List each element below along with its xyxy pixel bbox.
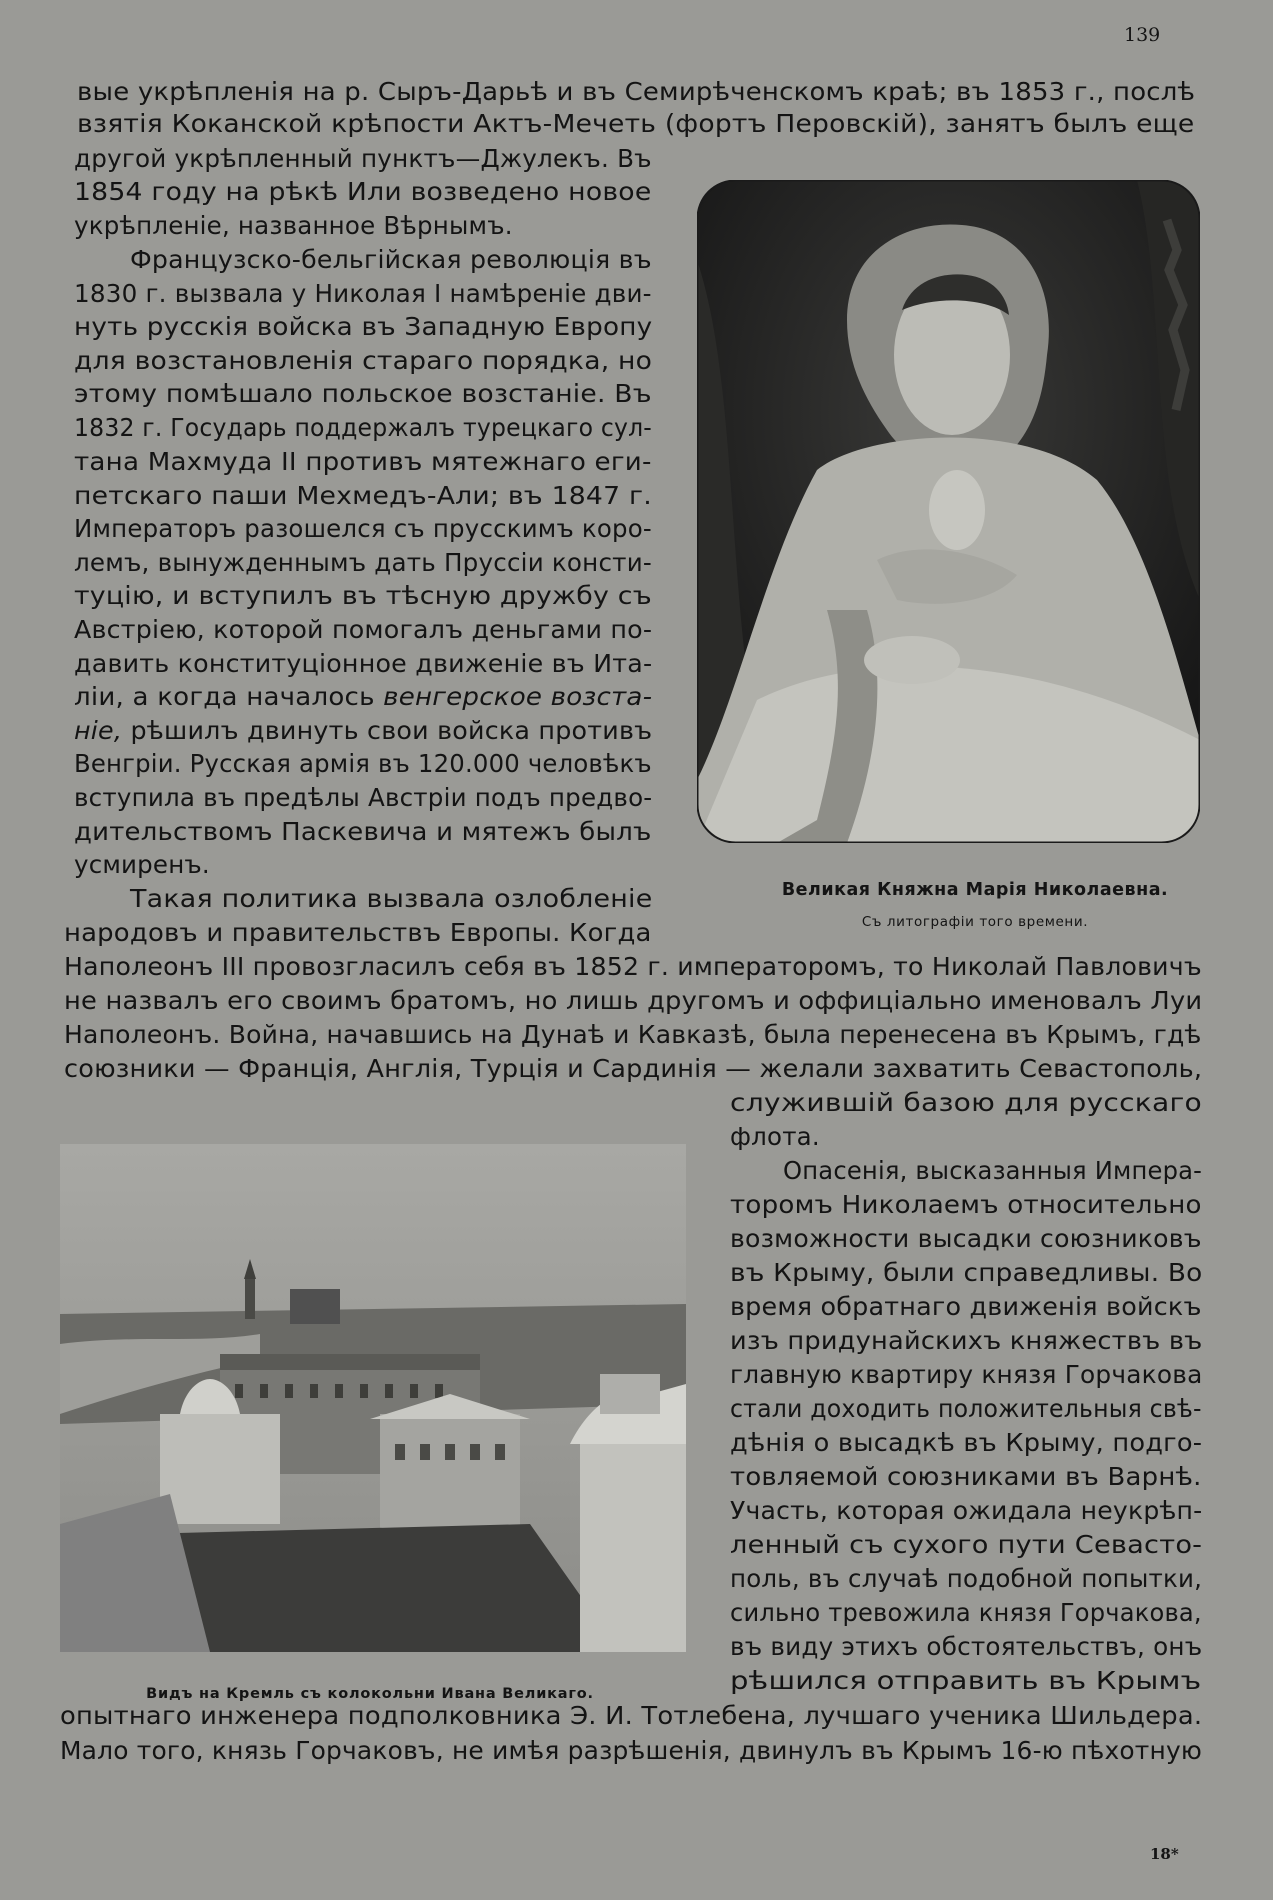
text-line: изъ придунайскихъ княжествъ въ xyxy=(730,1326,1203,1355)
text-line: Французско-бельгійская революція въ xyxy=(130,245,652,274)
text-line: торомъ Николаемъ относительно xyxy=(730,1190,1202,1219)
text-line: петскаго паши Мехмедъ-Али; въ 1847 г. xyxy=(74,481,652,510)
text-line: поль, въ случаѣ подобной попытки, xyxy=(730,1564,1203,1593)
text-line: стали доходить положительныя свѣ- xyxy=(730,1394,1202,1423)
text-line: взятія Коканской крѣпости Актъ-Мечеть (фортъ Перовскій), занятъ былъ еще xyxy=(77,109,1195,138)
text-line: въ виду этихъ обстоятельствъ, онъ xyxy=(730,1632,1203,1661)
text-line: Участь, которая ожидала неукрѣп- xyxy=(730,1496,1203,1525)
portrait-illustration xyxy=(697,180,1200,843)
text-line: народовъ и правительствъ Европы. Когда xyxy=(64,918,652,947)
text-line: Такая политика вызвала озлобленіе xyxy=(130,884,653,913)
text-line: сильно тревожила князя Горчакова, xyxy=(730,1598,1202,1627)
portrait-caption: Великая Княжна Марія Николаевна. xyxy=(781,880,1169,900)
text-line: въ Крыму, были справедливы. Во xyxy=(730,1258,1203,1287)
text-line: 1832 г. Государь поддержалъ турецкаго сул- xyxy=(74,413,652,442)
text-line: 1830 г. вызвала у Николая I намѣреніе дви- xyxy=(74,279,652,308)
text-line: ліи, а когда началось венгерское возста- xyxy=(74,682,653,711)
text-line: служившій базою для русскаго xyxy=(730,1088,1202,1117)
photo-caption: Видъ на Кремль съ колокольни Ивана Великаго. xyxy=(146,1686,594,1702)
text-line: вые укрѣпленія на р. Сыръ-Дарьѣ и въ Семирѣченскомъ краѣ; въ 1853 г., послѣ xyxy=(77,77,1196,106)
text-line: товляемой союзниками въ Варнѣ. xyxy=(730,1462,1202,1491)
text-line: время обратнаго движенія войскъ xyxy=(730,1292,1202,1321)
text-line: дѣнія о высадкѣ въ Крыму, подго- xyxy=(730,1428,1203,1457)
text-line: дительствомъ Паскевича и мятежъ былъ xyxy=(74,817,652,846)
text-line: лемъ, вынужденнымъ дать Пруссіи консти- xyxy=(74,548,652,577)
text-line: Наполеонъ III провозгласилъ себя въ 1852 г. императоромъ, то Николай Павловичъ xyxy=(64,952,1202,981)
text-line: ніе, рѣшилъ двинуть свои войска противъ xyxy=(74,716,653,745)
text-line: флота. xyxy=(730,1122,820,1151)
text-line: возможности высадки союзниковъ xyxy=(730,1224,1202,1253)
text-line: этому помѣшало польское возстаніе. Въ xyxy=(74,379,652,408)
text-line: ленный съ сухого пути Севасто- xyxy=(730,1530,1203,1559)
page-number: 139 xyxy=(1124,24,1161,46)
text-line: укрѣпленіе, названное Вѣрнымъ. xyxy=(74,211,513,240)
text-line: вступила въ предѣлы Австріи подъ предво- xyxy=(74,783,653,812)
text-line: нуть русскія войска въ Западную Европу xyxy=(74,312,653,341)
text-line: союзники — Франція, Англія, Турція и Сардинія — желали захватить Севастополь, xyxy=(64,1054,1203,1083)
text-line: Императоръ разошелся съ прусскимъ коро- xyxy=(74,514,652,543)
text-line: рѣшился отправить въ Крымъ xyxy=(730,1666,1202,1695)
text-line: 1854 году на рѣкѣ Или возведено новое xyxy=(74,177,652,206)
text-line: другой укрѣпленный пунктъ—Джулекъ. Въ xyxy=(74,144,652,173)
text-line: Австріею, которой помогалъ деньгами по- xyxy=(74,615,653,644)
text-line: давить конституціонное движеніе въ Ита- xyxy=(74,649,653,678)
text-line: опытнаго инженера подполковника Э. И. Тотлебена, лучшаго ученика Шильдера. xyxy=(60,1701,1203,1730)
text-line: Мало того, князь Горчаковъ, не имѣя разрѣшенія, двинулъ въ Крымъ 16-ю пѣхотную xyxy=(60,1736,1203,1765)
text-line: для возстановленія стараго порядка, но xyxy=(74,346,653,375)
text-line: Венгріи. Русская армія въ 120.000 человѣкъ xyxy=(74,749,652,778)
text-line: туцію, и вступилъ въ тѣсную дружбу съ xyxy=(74,581,652,610)
portrait-subcaption: Съ литографіи того времени. xyxy=(861,914,1089,930)
signature-mark: 18* xyxy=(1150,1845,1179,1863)
text-line: Опасенія, высказанныя Импера- xyxy=(783,1156,1203,1185)
text-line: тана Махмуда II противъ мятежнаго еги- xyxy=(74,447,652,476)
text-line: главную квартиру князя Горчакова xyxy=(730,1360,1203,1389)
kremlin-photo xyxy=(60,1144,686,1652)
text-line: не назвалъ его своимъ братомъ, но лишь другомъ и оффиціально именовалъ Луи xyxy=(64,986,1203,1015)
text-line: усмиренъ. xyxy=(74,850,210,879)
text-line: Наполеонъ. Война, начавшись на Дунаѣ и Кавказѣ, была перенесена въ Крымъ, гдѣ xyxy=(64,1020,1202,1049)
